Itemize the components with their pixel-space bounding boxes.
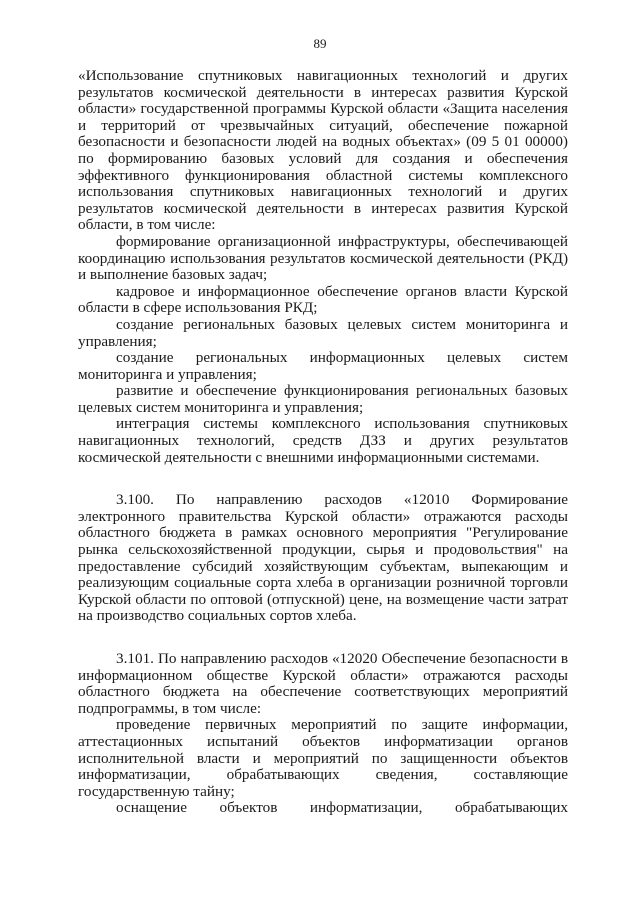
list-item-info-systems: создание региональных информационных целевых систем мониторинга и управления;	[78, 349, 568, 383]
list-item-development: развитие и обеспечение функционирования региональных базовых целевых систем мониторинга и управления;	[78, 382, 568, 416]
section-3-101: 3.101. По направлению расходов «12020 Обеспечение безопасности в информационном обществе Курской области» отражаются расходы областного бюджета на обеспечение соответствующих мероприятий подпрограммы, в том числе:	[78, 650, 568, 717]
section-3-100: 3.100. По направлению расходов «12010 Формирование электронного правительства Курской области» отражаются расходы областного бюджета в рамках основного мероприятия "Регулирование рынка сельскохозяйственной продукции, сырья и продовольствия" на предоставление субсидий хозяйствующим субъектам, выпекающим и реализующим социальные сорта хлеба в организации розничной торговли Курской области по оптовой (отпускной) цене, на возмещение части затрат на производство социальных сортов хлеба.	[78, 491, 568, 625]
list-item-protection: проведение первичных мероприятий по защите информации, аттестационных испытаний объектов информатизации органов исполнительной власти и мероприятий по защищенности объектов информатизации, обрабатывающих сведения, составляющие государственную тайну;	[78, 716, 568, 800]
list-item-integration: интеграция системы комплексного использования спутниковых навигационных технологий, средств ДЗЗ и других результатов космической деятельности с внешними информационными системами.	[78, 415, 568, 466]
document-body	[78, 68, 568, 817]
list-item-staffing: кадровое и информационное обеспечение органов власти Курской области в сфере использования РКД;	[78, 282, 568, 317]
page-number: 89	[313, 36, 327, 51]
list-item-equipment: оснащение объектов информатизации, обрабатывающих	[116, 799, 568, 817]
list-item-infrastructure: формирование организационной инфраструктуры, обеспечивающей координацию использования результатов космической деятельности (РКД) и выполнение базовых задач;	[78, 232, 568, 284]
list-item-base-systems: создание региональных базовых целевых систем мониторинга и управления;	[78, 315, 568, 350]
paragraph-program-intro: «Использование спутниковых навигационных технологий и других результатов космической деятельности в интересах развития Курской области» государственной программы Курской области «Защита населения и территорий от чрезвычайных ситуаций, обеспечение пожарной безопасности и безопасности людей на водных объектах» (09 5 01 00000) по формированию базовых условий для создания и обеспечения эффективного функционирования областной системы комплексного использования спутниковых навигационных технологий и других результатов космической деятельности в интересах развития Курской области, в том числе:	[78, 67, 568, 234]
